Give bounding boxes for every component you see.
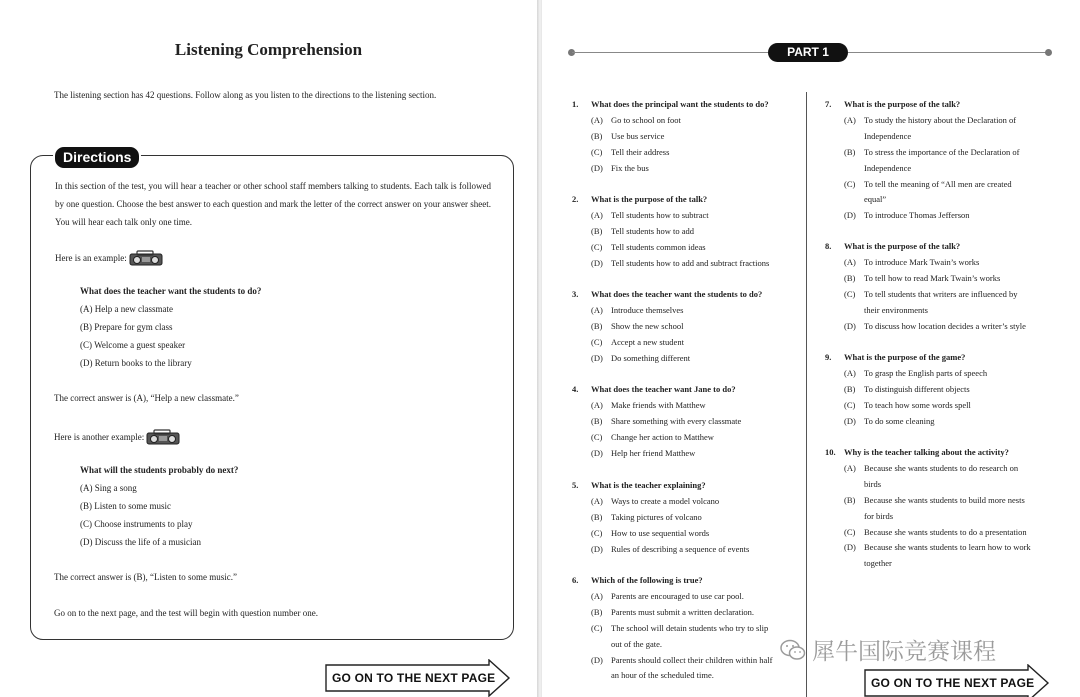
part-badge: PART 1 bbox=[768, 43, 848, 62]
option-text: Independence bbox=[864, 162, 912, 173]
option-text: Do something different bbox=[611, 352, 691, 363]
right-page bbox=[542, 0, 1080, 697]
question-number: 2. bbox=[572, 194, 579, 204]
option-letter: (C) bbox=[844, 288, 856, 299]
option-letter: (D) bbox=[591, 654, 603, 665]
option-letter: (D) bbox=[844, 210, 856, 221]
question-number: 1. bbox=[572, 99, 579, 109]
divider-line bbox=[572, 52, 768, 53]
option-letter: (C) bbox=[591, 431, 603, 442]
option-text: Tell students how to add and subtract fractions bbox=[611, 257, 770, 268]
option-text: To do some cleaning bbox=[864, 415, 935, 426]
option-letter: (A) bbox=[844, 114, 856, 125]
option-text: Tell students common ideas bbox=[611, 241, 706, 252]
option-text: equal” bbox=[864, 194, 887, 205]
question-number: 5. bbox=[572, 480, 579, 490]
option-letter: (C) bbox=[844, 399, 856, 410]
option-letter: (D) bbox=[591, 447, 603, 458]
option-text: birds bbox=[864, 478, 881, 489]
option-text: Change her action to Matthew bbox=[611, 431, 714, 442]
next-page-label: GO ON TO THE NEXT PAGE bbox=[332, 671, 496, 685]
question-number: 10. bbox=[825, 447, 836, 457]
option-text: To grasp the English parts of speech bbox=[864, 367, 988, 378]
radio-icon bbox=[146, 429, 180, 447]
option-text: Tell their address bbox=[611, 146, 670, 157]
example1-label: Here is an example: bbox=[55, 250, 163, 268]
option-text: Because she wants students to build more nests bbox=[864, 494, 1025, 505]
option-text: To tell how to read Mark Twain’s works bbox=[864, 272, 1001, 283]
option-text: Because she wants students to do research on bbox=[864, 462, 1019, 473]
option-text: The school will detain students who try to slip bbox=[611, 622, 769, 633]
example2-option: (C) Choose instruments to play bbox=[80, 519, 193, 529]
option-letter: (C) bbox=[844, 526, 856, 537]
option-text: together bbox=[864, 558, 892, 569]
option-letter: (A) bbox=[591, 399, 603, 410]
question-number: 7. bbox=[825, 99, 832, 109]
question-number: 8. bbox=[825, 241, 832, 251]
option-text: their environments bbox=[864, 304, 928, 315]
option-text: Go to school on foot bbox=[611, 114, 681, 125]
option-letter: (B) bbox=[844, 272, 856, 283]
option-text: for birds bbox=[864, 510, 894, 521]
option-text: To tell students that writers are influenced by bbox=[864, 288, 1018, 299]
example1-option: (D) Return books to the library bbox=[80, 358, 192, 368]
option-letter: (B) bbox=[844, 146, 856, 157]
question-stem: What does the principal want the students to do? bbox=[591, 99, 769, 109]
option-text: Fix the bus bbox=[611, 162, 649, 173]
option-text: out of the gate. bbox=[611, 638, 662, 649]
question-number: 3. bbox=[572, 289, 579, 299]
wechat-icon bbox=[780, 639, 806, 661]
option-letter: (B) bbox=[591, 320, 603, 331]
option-letter: (D) bbox=[591, 162, 603, 173]
example2-answer: The correct answer is (B), “Listen to some music.” bbox=[54, 572, 237, 582]
intro-text: The listening section has 42 questions. Follow along as you listen to the directions to the listening section. bbox=[54, 90, 437, 100]
option-letter: (B) bbox=[591, 415, 603, 426]
option-letter: (B) bbox=[591, 606, 603, 617]
option-text: Introduce themselves bbox=[611, 304, 684, 315]
option-letter: (D) bbox=[844, 542, 856, 553]
example1-option: (C) Welcome a guest speaker bbox=[80, 340, 186, 350]
option-text: To stress the importance of the Declaration of bbox=[864, 146, 1020, 157]
option-letter: (B) bbox=[844, 383, 856, 394]
next-page-button[interactable] bbox=[325, 659, 496, 685]
option-text: Make friends with Matthew bbox=[611, 399, 706, 410]
option-text: Parents should collect their children within half bbox=[611, 654, 773, 665]
option-letter: (B) bbox=[591, 130, 603, 141]
option-text: Share something with every classmate bbox=[611, 415, 742, 426]
next-page-label: GO ON TO THE NEXT PAGE bbox=[871, 676, 1035, 690]
option-text: Use bus service bbox=[611, 130, 665, 141]
option-letter: (B) bbox=[591, 511, 603, 522]
option-text: Tell students how to subtract bbox=[611, 209, 709, 220]
option-letter: (A) bbox=[591, 209, 603, 220]
option-text: Accept a new student bbox=[611, 336, 684, 347]
option-letter: (B) bbox=[844, 494, 856, 505]
option-text: Tell students how to add bbox=[611, 225, 694, 236]
option-text: To study the history about the Declaration of bbox=[864, 114, 1017, 125]
option-text: How to use sequential words bbox=[611, 527, 710, 538]
option-text: Taking pictures of volcano bbox=[611, 511, 702, 522]
option-text: an hour of the scheduled time. bbox=[611, 670, 714, 681]
page-title: Listening Comprehension bbox=[174, 40, 363, 59]
question-stem: Why is the teacher talking about the activity? bbox=[844, 447, 1009, 457]
question-stem: What is the purpose of the talk? bbox=[844, 241, 961, 251]
divider-dot bbox=[1045, 49, 1052, 56]
option-text: Show the new school bbox=[611, 320, 684, 331]
example2-option: (D) Discuss the life of a musician bbox=[80, 537, 201, 547]
option-letter: (A) bbox=[591, 114, 603, 125]
option-letter: (D) bbox=[844, 320, 856, 331]
option-letter: (C) bbox=[591, 241, 603, 252]
option-text: Because she wants students to do a presentation bbox=[864, 526, 1027, 537]
left-page bbox=[0, 0, 537, 697]
example1-option: (B) Prepare for gym class bbox=[80, 322, 173, 332]
example2-option: (A) Sing a song bbox=[80, 483, 137, 493]
option-text: To tell the meaning of “All men are created bbox=[864, 178, 1012, 189]
option-letter: (B) bbox=[591, 225, 603, 236]
question-stem: What is the teacher explaining? bbox=[591, 480, 706, 490]
option-letter: (C) bbox=[591, 622, 603, 633]
example1-option: (A) Help a new classmate bbox=[80, 304, 173, 314]
option-text: Parents must submit a written declaration. bbox=[611, 606, 755, 617]
option-letter: (D) bbox=[844, 415, 856, 426]
closing-text: Go on to the next page, and the test will begin with question number one. bbox=[54, 608, 318, 618]
question-stem: Which of the following is true? bbox=[591, 575, 703, 585]
question-number: 9. bbox=[825, 352, 832, 362]
option-text: Parents are encouraged to use car pool. bbox=[611, 590, 744, 601]
example1-question: What does the teacher want the students to do? bbox=[80, 286, 262, 296]
question-number: 4. bbox=[572, 384, 579, 394]
directions-text: In this section of the test, you will hear a teacher or other school staff members talking to students. Each talk is followed by one question. Choose the best answer to each question and mark the letter of the correct answer on your answer sheet. You will hear each talk only one time. bbox=[55, 181, 491, 227]
example2-question: What will the students probably do next? bbox=[80, 465, 239, 475]
option-letter: (A) bbox=[591, 590, 603, 601]
example2-label: Here is another example: bbox=[54, 429, 180, 447]
example1-answer: The correct answer is (A), “Help a new classmate.” bbox=[54, 393, 239, 403]
option-text: Help her friend Matthew bbox=[611, 447, 696, 458]
option-letter: (A) bbox=[844, 256, 856, 267]
question-stem: What does the teacher want Jane to do? bbox=[591, 384, 736, 394]
option-text: To teach how some words spell bbox=[864, 399, 971, 410]
option-text: To introduce Mark Twain’s works bbox=[864, 256, 980, 267]
option-letter: (A) bbox=[591, 304, 603, 315]
question-stem: What does the teacher want the students to do? bbox=[591, 289, 763, 299]
option-letter: (A) bbox=[591, 495, 603, 506]
option-letter: (D) bbox=[591, 257, 603, 268]
divider-line bbox=[848, 52, 1048, 53]
option-letter: (A) bbox=[844, 367, 856, 378]
question-stem: What is the purpose of the talk? bbox=[844, 99, 961, 109]
watermark-text: 犀牛国际竞赛课程 bbox=[812, 639, 996, 665]
option-letter: (C) bbox=[844, 178, 856, 189]
example2-option: (B) Listen to some music bbox=[80, 501, 171, 511]
column-divider bbox=[806, 92, 807, 697]
option-text: Ways to create a model volcano bbox=[611, 495, 720, 506]
option-letter: (D) bbox=[591, 352, 603, 363]
option-letter: (C) bbox=[591, 336, 603, 347]
question-number: 6. bbox=[572, 575, 579, 585]
directions-label: Directions bbox=[53, 145, 141, 170]
option-letter: (A) bbox=[844, 462, 856, 473]
option-text: To distinguish different objects bbox=[864, 383, 970, 394]
option-text: Because she wants students to learn how to work bbox=[864, 542, 1031, 553]
option-letter: (C) bbox=[591, 146, 603, 157]
watermark bbox=[780, 633, 996, 666]
option-text: To introduce Thomas Jefferson bbox=[864, 210, 970, 221]
option-text: Independence bbox=[864, 130, 912, 141]
option-text: To discuss how location decides a writer’s style bbox=[864, 320, 1026, 331]
question-stem: What is the purpose of the game? bbox=[844, 352, 966, 362]
option-letter: (D) bbox=[591, 543, 603, 554]
option-letter: (C) bbox=[591, 527, 603, 538]
radio-icon bbox=[129, 250, 163, 268]
next-page-button[interactable] bbox=[864, 664, 1035, 690]
option-text: Rules of describing a sequence of events bbox=[611, 543, 750, 554]
question-stem: What is the purpose of the talk? bbox=[591, 194, 708, 204]
